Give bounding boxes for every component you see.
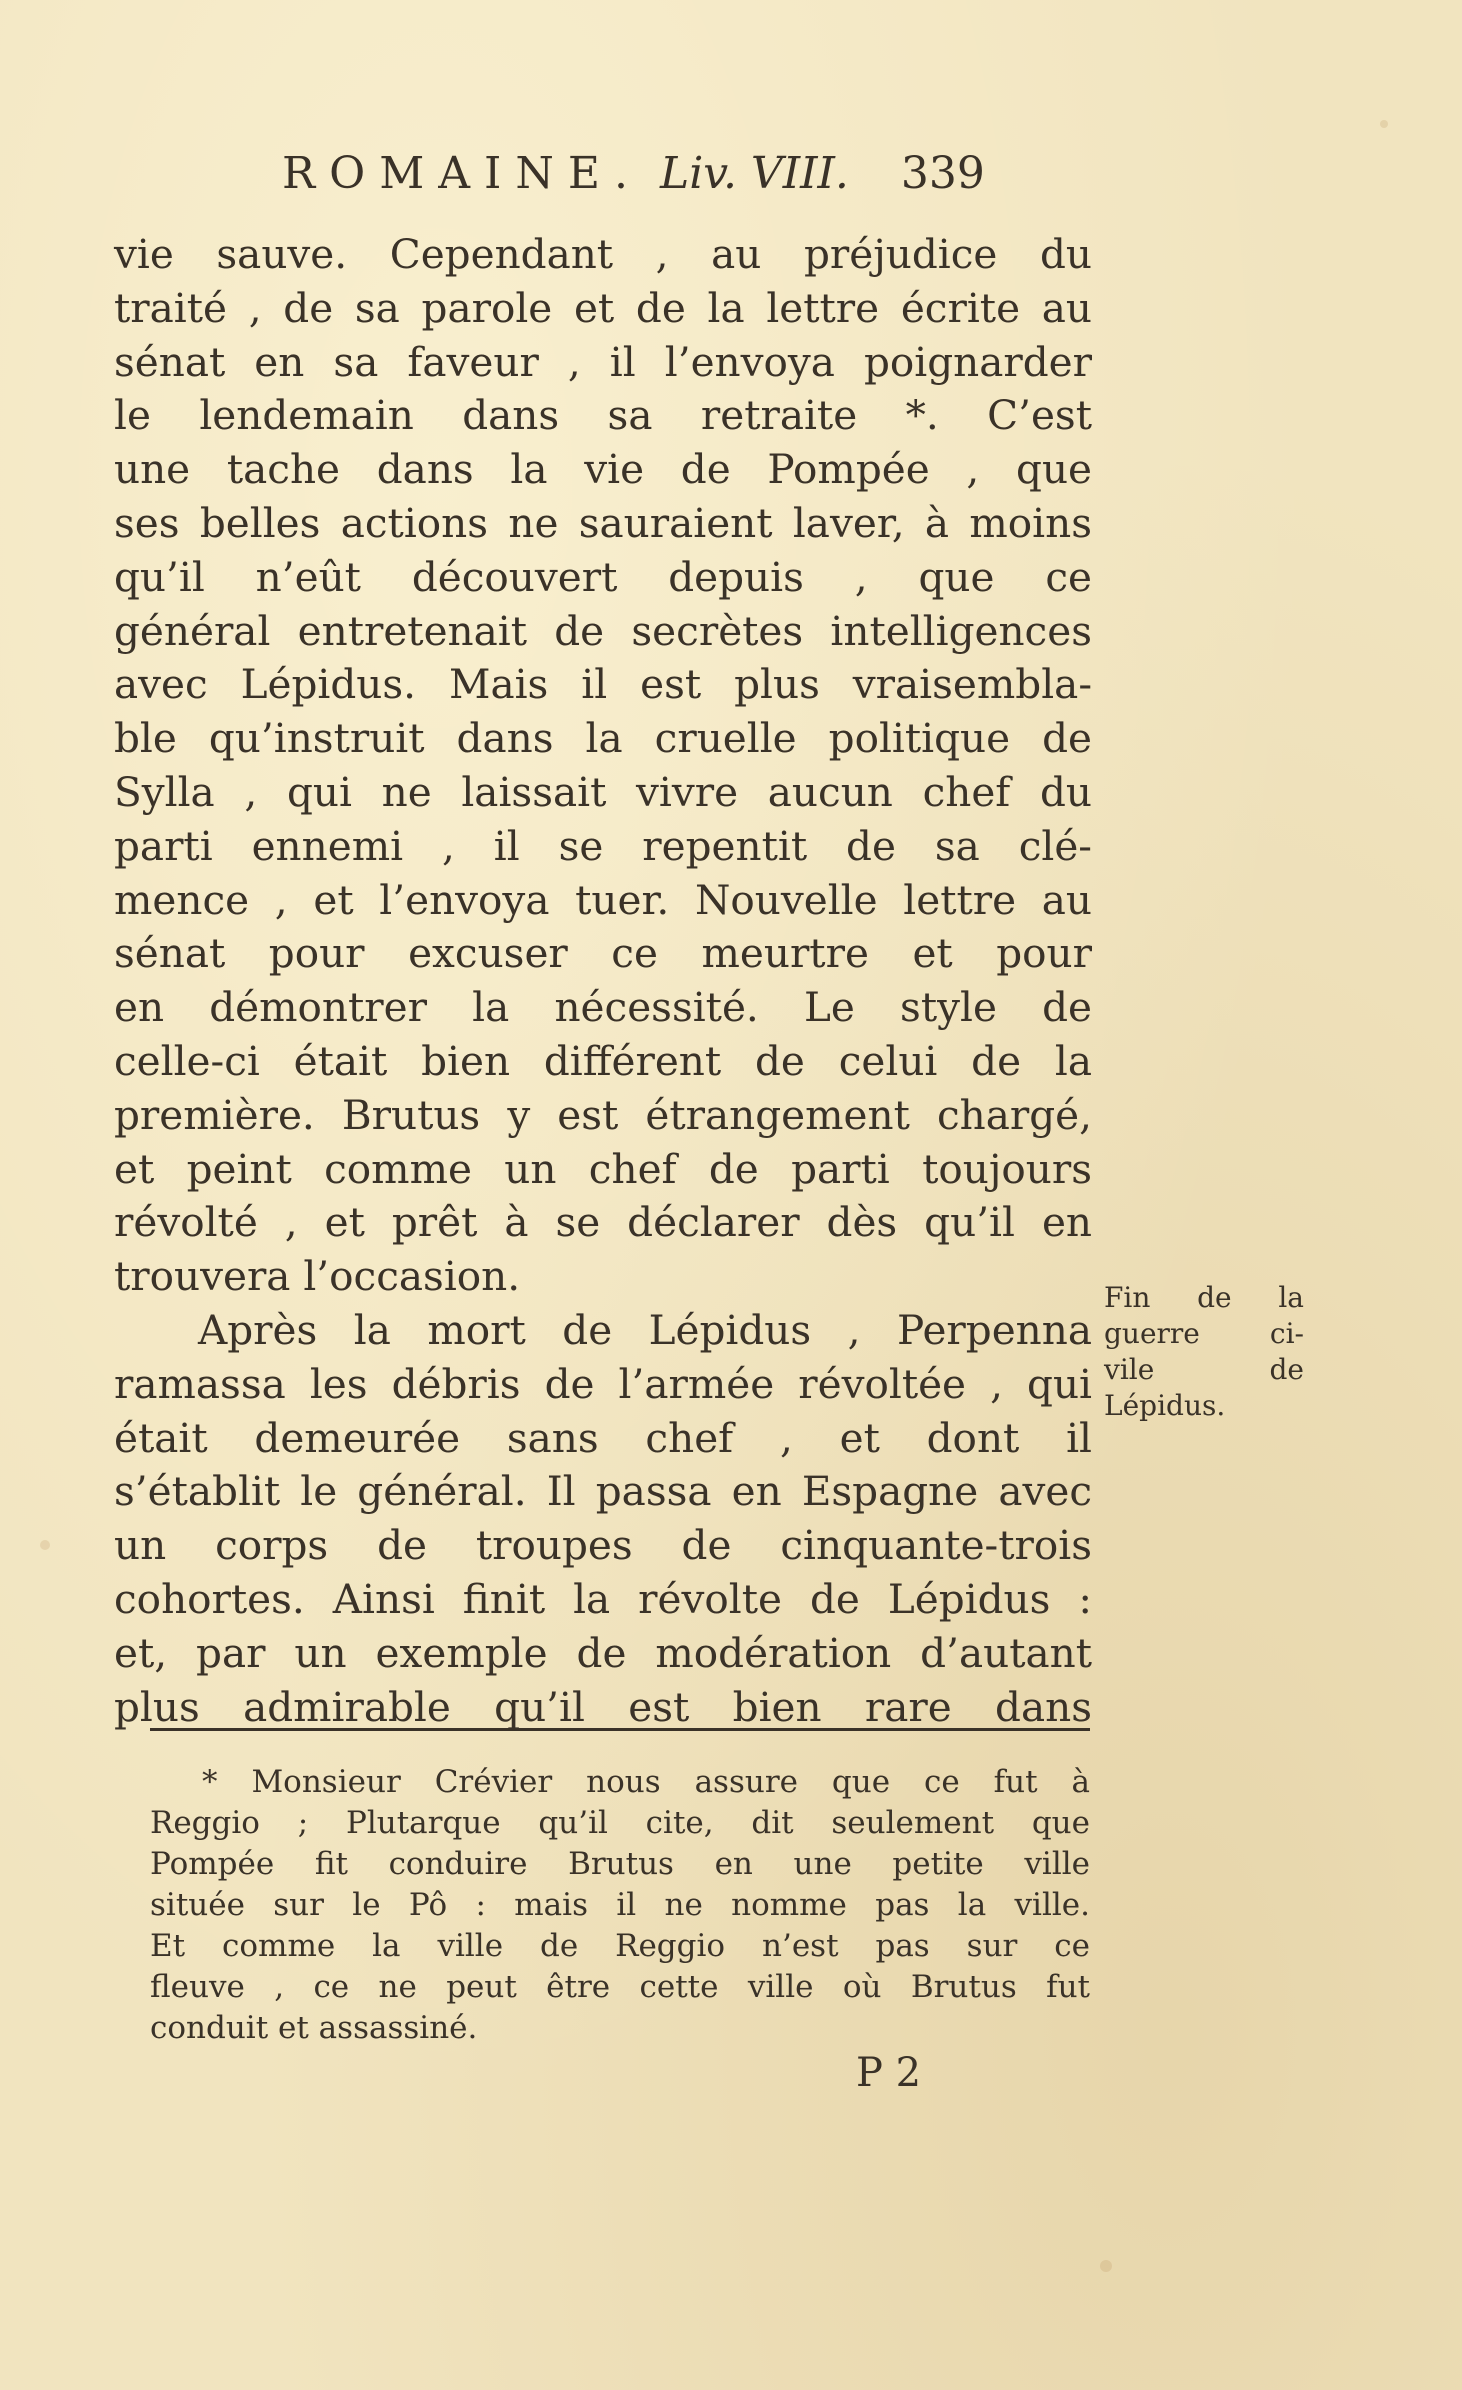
text-line: et, par un exemple de modération d’autant (114, 1628, 1092, 1677)
text-line: général entretenait de secrètes intelligences (114, 606, 1092, 655)
footnote-rule (150, 1728, 1090, 1731)
running-head-title: ROMAINE. (282, 148, 643, 199)
marginal-line: guerre ci- (1104, 1317, 1304, 1350)
footnote-line: * Monsieur Crévier nous assure que ce fut à (202, 1764, 1090, 1800)
text-line: le lendemain dans sa retraite *. C’est (114, 391, 1092, 440)
text-line: ble qu’instruit dans la cruelle politique de (114, 714, 1092, 763)
running-head (282, 148, 1082, 218)
footnote-line: fleuve , ce ne peut être cette ville où Brutus fut (150, 1969, 1090, 2005)
text-line: ses belles actions ne sauraient laver, à moins (114, 498, 1092, 547)
signature-mark: P 2 (856, 2050, 922, 2096)
text-line: Après la mort de Lépidus , Perpenna (198, 1305, 1092, 1354)
marginal-line: vile de (1104, 1353, 1304, 1386)
footnote-line: conduit et assassiné. (150, 2010, 478, 2046)
text-line: avec Lépidus. Mais il est plus vraisembla- (114, 660, 1092, 709)
paper-stain (40, 1540, 50, 1550)
running-head-book: Liv. VIII. (660, 148, 849, 199)
text-line: sénat pour excuser ce meurtre et pour (114, 929, 1092, 978)
text-line: était demeurée sans chef , et dont il (114, 1413, 1092, 1462)
text-line: et peint comme un chef de parti toujours (114, 1144, 1092, 1193)
text-line: trouvera l’occasion. (114, 1252, 521, 1301)
text-line: un corps de troupes de cinquante-trois (114, 1521, 1092, 1570)
text-line: qu’il n’eût découvert depuis , que ce (114, 552, 1092, 601)
text-line: celle-ci était bien différent de celui de la (114, 1036, 1092, 1085)
footnote (150, 1762, 1090, 2049)
text-line: vie sauve. Cependant , au préjudice du (114, 230, 1092, 278)
marginal-note (1104, 1280, 1304, 1424)
marginal-line: Lépidus. (1104, 1389, 1226, 1422)
marginal-line: Fin de la (1104, 1281, 1304, 1314)
footnote-line: Et comme la ville de Reggio n’est pas sur ce (150, 1928, 1090, 1964)
text-line: mence , et l’envoya tuer. Nouvelle lettre au (114, 875, 1092, 924)
text-line: s’établit le général. Il passa en Espagne avec (114, 1467, 1092, 1516)
text-line: traité , de sa parole et de la lettre écrite au (114, 283, 1092, 332)
text-line: ramassa les débris de l’armée révoltée , qui (114, 1359, 1092, 1408)
paper-stain (1380, 120, 1388, 128)
text-line: première. Brutus y est étrangement chargé, (114, 1090, 1092, 1139)
footnote-line: Pompée fit conduire Brutus en une petite ville (150, 1846, 1090, 1882)
footnote-line: située sur le Pô : mais il ne nomme pas la ville. (150, 1887, 1090, 1923)
paper-stain (1100, 2260, 1112, 2272)
main-text-block (114, 228, 1092, 1734)
text-line: parti ennemi , il se repentit de sa clé- (114, 821, 1092, 870)
text-line: une tache dans la vie de Pompée , que (114, 445, 1092, 494)
page-number: 339 (900, 148, 985, 199)
footnote-line: Reggio ; Plutarque qu’il cite, dit seulement que (150, 1805, 1090, 1841)
text-line: en démontrer la nécessité. Le style de (114, 983, 1092, 1032)
text-line: cohortes. Ainsi finit la révolte de Lépidus : (114, 1574, 1092, 1623)
text-line: plus admirable qu’il est bien rare dans (114, 1682, 1092, 1731)
text-line: Sylla , qui ne laissait vivre aucun chef du (114, 767, 1092, 816)
text-line: révolté , et prêt à se déclarer dès qu’il en (114, 1198, 1092, 1247)
text-line: sénat en sa faveur , il l’envoya poignarder (114, 337, 1092, 386)
